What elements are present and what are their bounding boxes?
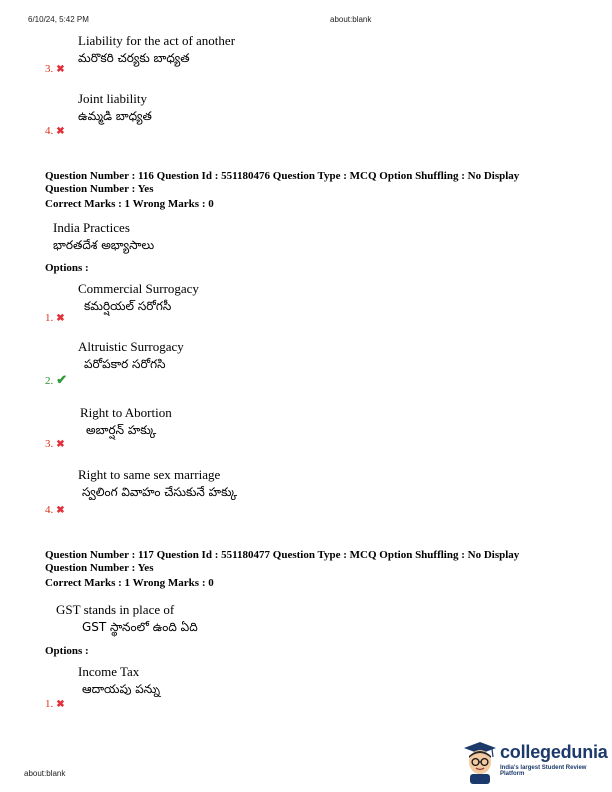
- prev-option-3-english: Liability for the act of another: [78, 33, 236, 48]
- q116-option-2-telugu: పరోపకార సరోగసి: [84, 357, 166, 371]
- option-number: 1.: [45, 698, 54, 710]
- q117-option-1-marker: [45, 692, 65, 711]
- q116-marks: Correct Marks : 1 Wrong Marks : 0: [45, 198, 214, 210]
- q117-meta-line2: Question Number : Yes: [45, 562, 154, 574]
- q116-option-4-marker: [45, 498, 65, 517]
- option-number: 2.: [45, 375, 54, 387]
- q116-option-3-english: Right to Abortion: [80, 405, 172, 420]
- logo-tagline: India's largest Student Review Platform: [500, 765, 587, 777]
- q117-stem-english: GST stands in place of: [56, 602, 175, 617]
- option-number: 4.: [45, 504, 54, 516]
- q116-option-2-marker: [45, 369, 67, 388]
- q116-stem-english: India Practices: [53, 220, 130, 235]
- q117-option-1-telugu: ఆదాయపు పన్ను: [82, 682, 161, 696]
- q117-options-label: Options :: [45, 645, 89, 657]
- q116-meta-line2: Question Number : Yes: [45, 183, 154, 195]
- student-mascot-icon: [462, 740, 498, 784]
- collegedunia-logo: [462, 740, 610, 782]
- prev-option-3-telugu: మరొకరి చర్యకు బాధ్యత: [78, 51, 190, 65]
- print-url: about:blank: [330, 15, 372, 24]
- q117-marks: Correct Marks : 1 Wrong Marks : 0: [45, 577, 214, 589]
- q116-option-1-english: Commercial Surrogacy: [78, 281, 199, 296]
- prev-option-4-marker: [45, 119, 65, 138]
- q117-option-1-english: Income Tax: [78, 664, 140, 679]
- q116-option-4-english: Right to same sex marriage: [78, 467, 221, 482]
- wrong-icon: ✖: [56, 505, 65, 516]
- prev-option-3-marker: [45, 57, 65, 76]
- q117-meta-line1: Question Number : 117 Question Id : 551180477 Question Type : MCQ Option Shuffling : No Display: [45, 549, 520, 561]
- q116-option-1-telugu: కమర్షియల్ సరోగసీ: [84, 299, 172, 313]
- q116-option-4-telugu: స్వలింగ వివాహం చేసుకునే హక్కు: [82, 485, 238, 499]
- q116-option-3-telugu: అబార్షన్ హక్కు: [86, 423, 157, 437]
- q116-meta-line1: Question Number : 116 Question Id : 551180476 Question Type : MCQ Option Shuffling : No Display: [45, 170, 520, 182]
- wrong-icon: ✖: [56, 313, 65, 324]
- q116-stem-telugu: భారతదేశ అభ్యాసాలు: [53, 238, 155, 252]
- logo-wordmark: collegedunia: [500, 742, 608, 762]
- wrong-icon: ✖: [56, 699, 65, 710]
- q116-option-2-english: Altruistic Surrogacy: [78, 339, 184, 354]
- correct-check-icon: ✔: [56, 373, 68, 388]
- option-number: 3.: [45, 63, 54, 75]
- print-datetime: 6/10/24, 5:42 PM: [28, 15, 89, 24]
- option-number: 4.: [45, 125, 54, 137]
- prev-option-4-english: Joint liability: [78, 91, 147, 106]
- wrong-icon: ✖: [56, 126, 65, 137]
- prev-option-4-telugu: ఉమ్మడి బాధ్యత: [78, 109, 152, 123]
- q116-options-label: Options :: [45, 262, 89, 274]
- q116-option-3-marker: [45, 432, 65, 451]
- wrong-icon: ✖: [56, 439, 65, 450]
- q117-stem-telugu: GST స్థానంలో ఉంది ఏది: [82, 620, 198, 634]
- wrong-icon: ✖: [56, 64, 65, 75]
- footer-url: about:blank: [24, 769, 66, 778]
- option-number: 1.: [45, 312, 54, 324]
- q116-option-1-marker: [45, 306, 65, 325]
- option-number: 3.: [45, 438, 54, 450]
